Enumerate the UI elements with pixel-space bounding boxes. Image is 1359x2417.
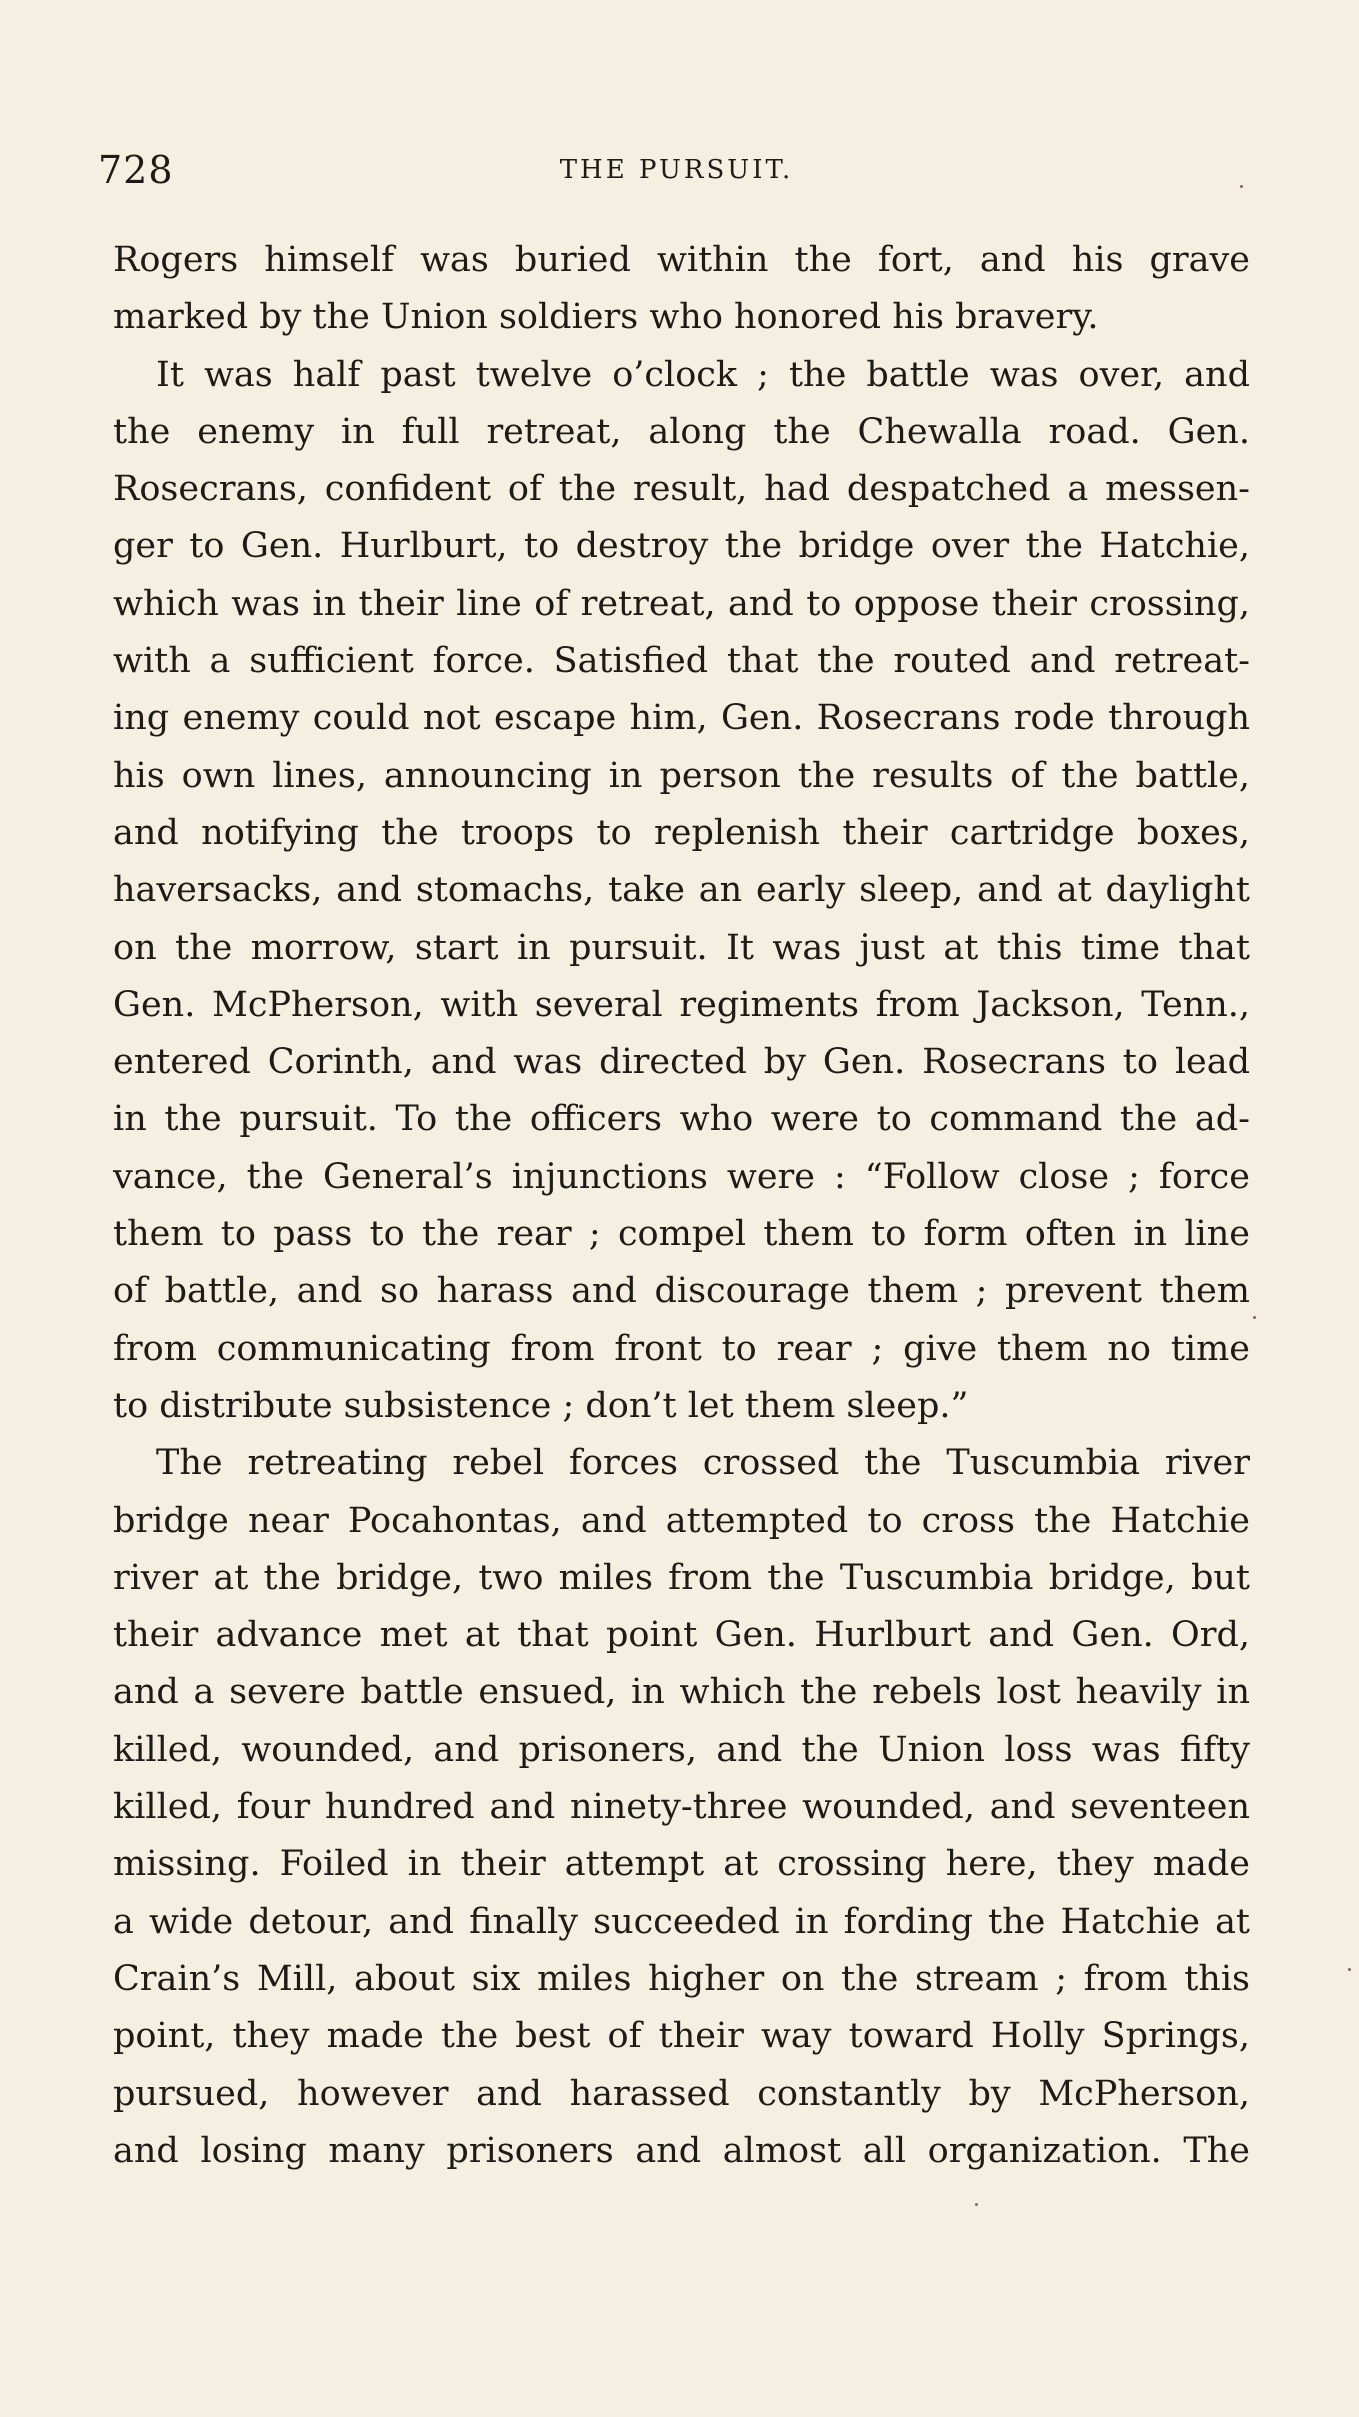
text-line: them to pass to the rear ; compel them to form often in line (113, 1214, 1250, 1255)
text-line: of battle, and so harass and discourage them ; prevent them (113, 1271, 1250, 1312)
text-line: which was in their line of retreat, and to oppose their crossing, (113, 583, 1250, 624)
text-line: their advance met at that point Gen. Hurlburt and Gen. Ord, (113, 1615, 1250, 1656)
running-title: THE PURSUIT. (559, 155, 794, 185)
page-header (98, 148, 1255, 208)
text-line: haversacks, and stomachs, take an early sleep, and at daylight (113, 870, 1250, 911)
print-speck (975, 2203, 978, 2206)
text-line: from communicating from front to rear ; give them no time (113, 1328, 1250, 1369)
text-line: and losing many prisoners and almost all organization. The (113, 2130, 1250, 2171)
body-text (113, 232, 1250, 2232)
text-line: and notifying the troops to replenish their cartridge boxes, (113, 812, 1250, 853)
text-line: in the pursuit. To the officers who were to command the ad- (113, 1099, 1250, 1140)
text-line: The retreating rebel forces crossed the Tuscumbia river (156, 1443, 1250, 1484)
text-line: Rogers himself was buried within the fort, and his grave (113, 240, 1250, 280)
text-line: marked by the Union soldiers who honored his bravery. (113, 297, 1099, 338)
text-line: a wide detour, and finally succeeded in fording the Hatchie at (113, 1901, 1250, 1942)
text-line: his own lines, announcing in person the results of the battle, (113, 755, 1250, 796)
text-line: and a severe battle ensued, in which the rebels lost heavily in (113, 1672, 1250, 1713)
page-number: 728 (98, 148, 174, 192)
text-line: Gen. McPherson, with several regiments from Jackson, Tenn., (113, 984, 1250, 1025)
text-line: vance, the General’s injunctions were : “Follow close ; force (113, 1156, 1250, 1197)
text-line: point, they made the best of their way toward Holly Springs, (113, 2016, 1250, 2057)
text-line: killed, four hundred and ninety-three wounded, and seventeen (113, 1787, 1250, 1828)
text-line: with a sufficient force. Satisfied that the routed and retreat- (113, 641, 1250, 682)
text-line: missing. Foiled in their attempt at crossing here, they made (113, 1844, 1250, 1885)
text-line: the enemy in full retreat, along the Chewalla road. Gen. (113, 411, 1250, 452)
text-line: river at the bridge, two miles from the Tuscumbia bridge, but (113, 1557, 1250, 1598)
text-line: to distribute subsistence ; don’t let them sleep.” (113, 1385, 969, 1426)
text-line: bridge near Pocahontas, and attempted to cross the Hatchie (113, 1500, 1250, 1541)
text-line: Crain’s Mill, about six miles higher on the stream ; from this (113, 1958, 1250, 1999)
print-speck (1240, 185, 1243, 188)
text-line: entered Corinth, and was directed by Gen. Rosecrans to lead (113, 1042, 1250, 1083)
print-speck (1253, 1316, 1256, 1319)
text-line: killed, wounded, and prisoners, and the Union loss was fifty (113, 1729, 1250, 1770)
text-line: ger to Gen. Hurlburt, to destroy the bridge over the Hatchie, (113, 526, 1250, 567)
text-line: ing enemy could not escape him, Gen. Rosecrans rode through (113, 698, 1250, 739)
text-line: on the morrow, start in pursuit. It was just at this time that (113, 927, 1250, 968)
text-line: Rosecrans, confident of the result, had despatched a messen- (113, 469, 1250, 510)
text-line: pursued, however and harassed constantly by McPherson, (113, 2073, 1250, 2114)
print-speck (1348, 1968, 1351, 1971)
text-line: It was half past twelve o’clock ; the battle was over, and (156, 354, 1250, 395)
